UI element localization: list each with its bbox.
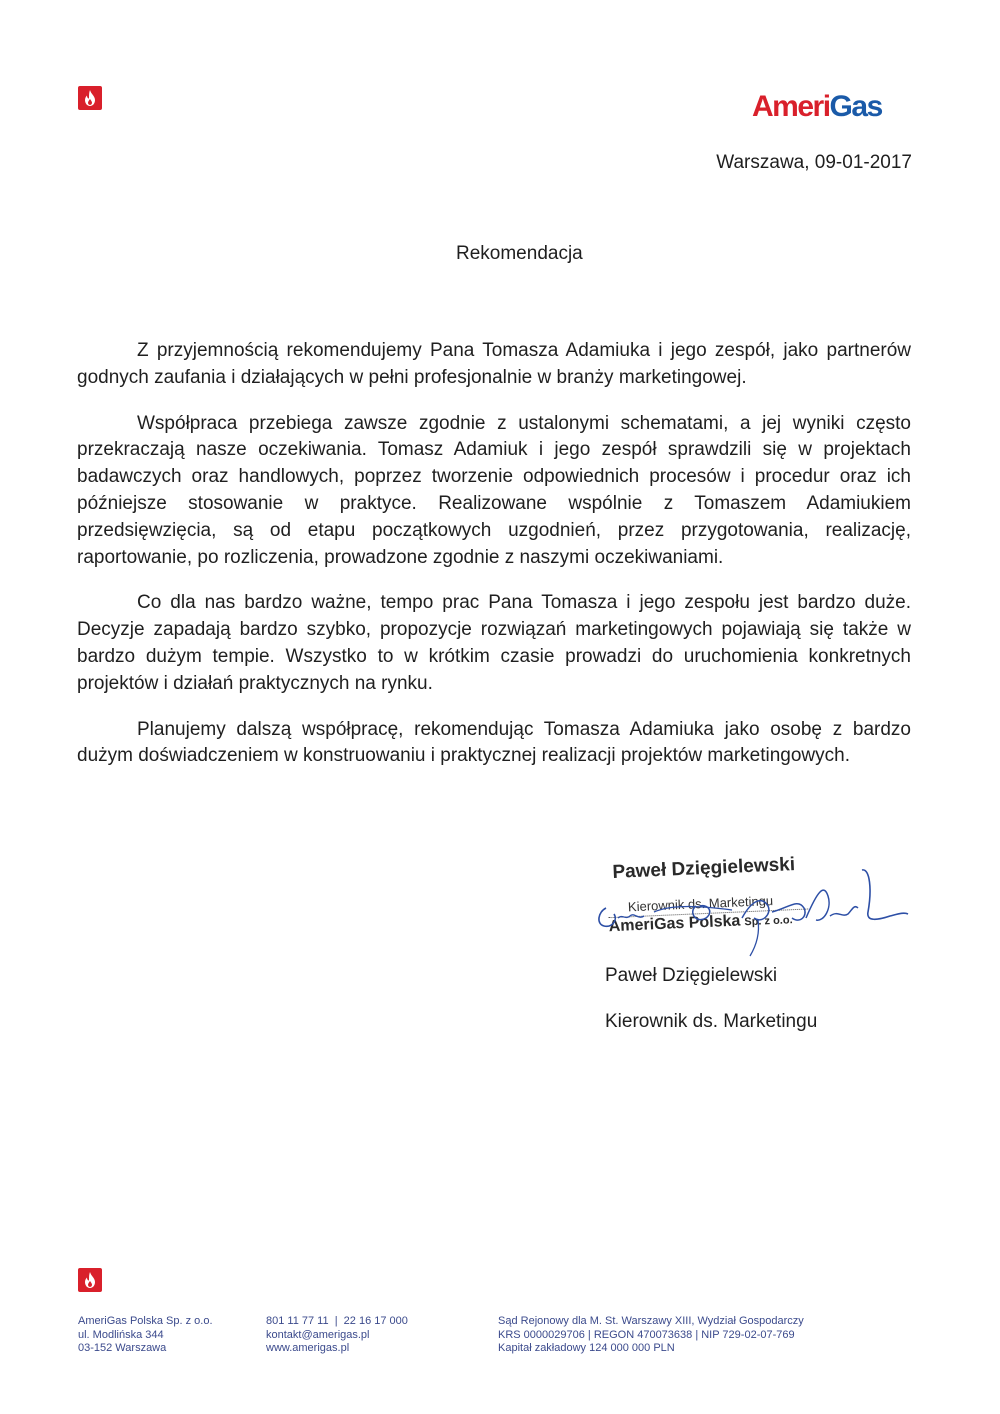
flame-icon (78, 86, 102, 110)
footer-email-link[interactable]: kontakt@amerigas.pl (266, 1328, 370, 1341)
footer-website-link[interactable]: www.amerigas.pl (266, 1342, 350, 1354)
footer-address-line: 03-152 Warszawa (78, 1342, 167, 1354)
letter-date: Warszawa, 09-01-2017 (716, 152, 912, 173)
flame-icon (78, 1268, 102, 1292)
footer-legal-line: KRS 0000029706 | REGON 470073638 | NIP 729-02-07-769 (498, 1328, 795, 1341)
signatory-role: Kierownik ds. Marketingu (605, 1011, 818, 1032)
stamp-suffix: Sp. z o.o. (744, 914, 793, 929)
paragraph-3: Co dla nas bardzo ważne, tempo prac Pana Tomasza i jego zespołu jest bardzo duże. Decyzje zapadają bardzo szybko, propozycje rozwiązań marketingowych pojawiają się także w bardzo dużym tempie. Wszystko to w krótkim czasie prowadzi do uruchomienia konkretnych projektów i działań praktycznych na rynku. (77, 592, 911, 694)
footer-phone: 801 11 77 11 | 22 16 17 000 (266, 1315, 408, 1327)
footer-legal-line: Sąd Rejonowy dla M. St. Warszawy XIII, Wydział Gospodarczy (498, 1315, 804, 1327)
paragraph-1: Z przyjemnością rekomendujemy Pana Tomasza Adamiuka i jego zespół, jako partnerów godnych zaufania i działających w pełni profesjonalnie w branży marketingowej. (77, 340, 911, 388)
footer-legal (498, 1315, 804, 1356)
paragraph-4: Planujemy dalszą współpracę, rekomendując Tomasza Adamiuka jako osobę z bardzo dużym doświadczeniem w konstruowaniu i praktycznej realizacji projektów marketingowych. (77, 718, 911, 767)
stamp-role: Kierownik ds. Marketingu (627, 893, 774, 915)
footer-address-line: ul. Modlińska 344 (78, 1328, 164, 1341)
footer-contact (266, 1315, 408, 1356)
signatory-name: Paweł Dzięgielewski (605, 965, 778, 986)
footer-legal-line: Kapitał zakładowy 124 000 000 PLN (498, 1342, 675, 1354)
handwritten-signature (592, 860, 922, 960)
brand-logo-gas: Gas (829, 90, 882, 123)
paragraph-2: Współpraca przebiega zawsze zgodnie z ustalonymi schematami, a jej wyniki często przekraczają nasze oczekiwania. Tomasz Adamiuk i jego zespół sprawdzili się w projektach badawczych oraz handlowych, poprzez tworzenie odpowiednich procesów i procedur oraz ich późniejsze stosowanie w praktyce. Realizowane wspólnie z Tomaszem Adamiukiem przedsięwzięcia, są od etapu początkowych uzgodnień, przez przygotowania, realizację, raportowanie, po rozliczenia, prowadzone zgodnie z naszymi oczekiwaniami. (77, 412, 911, 568)
letter-body (77, 338, 911, 770)
letter-title: Rekomendacja (456, 243, 583, 264)
stamp-company: AmeriGas Polska (608, 912, 741, 936)
brand-logo (752, 92, 882, 122)
brand-logo-ameri: Ameri (752, 90, 830, 123)
footer-address (78, 1315, 213, 1356)
footer-address-line: AmeriGas Polska Sp. z o.o. (78, 1315, 213, 1327)
stamp-name: Paweł Dzięgielewski (612, 854, 796, 883)
